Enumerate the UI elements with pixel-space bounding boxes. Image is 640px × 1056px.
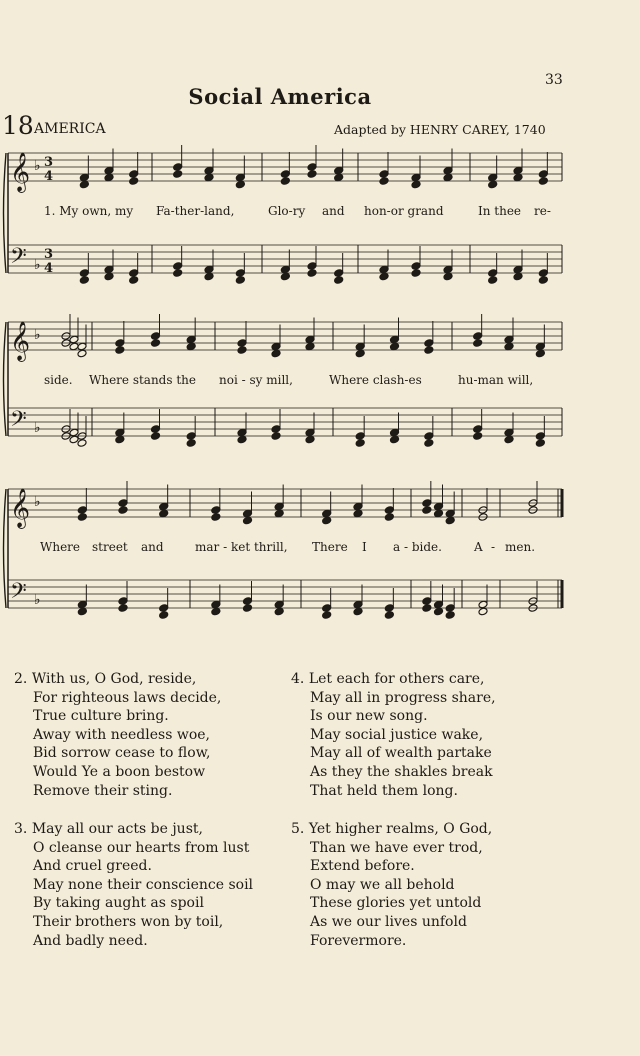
note-head <box>443 272 453 281</box>
note-head <box>118 597 128 606</box>
note-head <box>159 502 169 511</box>
bass-clef-icon: 𝄢 <box>10 407 27 437</box>
note-head <box>390 428 400 437</box>
verse-line: Forevermore. <box>310 932 407 949</box>
note-head <box>274 502 284 511</box>
note-head <box>77 607 87 616</box>
note-head <box>334 166 344 175</box>
note-head <box>538 170 548 179</box>
note-head <box>274 509 284 518</box>
verse-block <box>291 820 492 950</box>
bass-clef-icon: 𝄢 <box>10 244 27 274</box>
verse-line: Would Ye a boon bestow <box>33 763 206 780</box>
note-head <box>79 180 89 189</box>
note-head <box>504 428 514 437</box>
note-head <box>334 173 344 182</box>
note-head <box>513 265 523 274</box>
treble-clef-icon: 𝄞 <box>10 152 31 192</box>
note-head <box>274 600 284 609</box>
note-head <box>186 439 196 448</box>
verse-line: 3. May all our acts be just, <box>14 821 203 837</box>
note-head <box>488 269 498 278</box>
verse-block <box>14 820 253 950</box>
note-head <box>411 173 421 182</box>
note-head <box>271 342 281 351</box>
note-head <box>159 611 169 620</box>
verse-line: May all of wealth partake <box>310 745 492 762</box>
lyric-syllable: and <box>322 204 345 218</box>
note-head <box>151 432 161 441</box>
note-head <box>422 499 432 508</box>
note-head <box>77 513 87 522</box>
verse-line: As we our lives unfold <box>310 913 467 930</box>
note-head <box>445 604 455 613</box>
note-head <box>104 265 114 274</box>
note-head <box>473 339 483 348</box>
note-head <box>379 272 389 281</box>
note-head <box>211 607 221 616</box>
treble-clef-icon: 𝄞 <box>10 321 31 361</box>
note-head <box>353 607 363 616</box>
verse-line: Than we have ever trod, <box>310 839 483 856</box>
note-head <box>535 439 545 448</box>
verse-number: 4. <box>291 671 305 687</box>
bass-clef-icon: 𝄢 <box>10 579 27 609</box>
note-head <box>538 177 548 186</box>
note-head <box>204 173 214 182</box>
system-brace <box>4 153 7 273</box>
note-head <box>186 342 196 351</box>
note-head <box>151 425 161 434</box>
note-head <box>129 170 139 179</box>
note-head <box>104 166 114 175</box>
note-head <box>235 269 245 278</box>
note-head <box>271 349 281 358</box>
flat-sign-icon: ♭ <box>34 494 41 510</box>
verse-block <box>291 670 496 800</box>
note-head <box>424 432 434 441</box>
note-head <box>473 332 483 341</box>
note-head <box>488 180 498 189</box>
hymn-title: Social America <box>188 84 372 109</box>
flat-sign-icon: ♭ <box>34 257 41 273</box>
note-head <box>384 506 394 515</box>
note-head <box>104 272 114 281</box>
verse-line: O cleanse our hearts from lust <box>33 839 250 856</box>
note-head <box>186 432 196 441</box>
note-head <box>77 600 87 609</box>
lyric-syllable: Where clash-es <box>329 373 422 387</box>
note-head <box>151 332 161 341</box>
lyric-syllable: Where <box>40 540 81 554</box>
lyric-syllable: - <box>491 540 496 554</box>
flat-sign-icon: ♭ <box>34 327 41 343</box>
note-head <box>104 173 114 182</box>
note-head <box>280 265 290 274</box>
note-head <box>379 177 389 186</box>
note-head <box>79 276 89 285</box>
verse-line: And badly need. <box>33 932 148 949</box>
verse-line: Bid sorrow cease to flow, <box>33 745 211 762</box>
note-head <box>173 170 183 179</box>
note-head <box>353 509 363 518</box>
note-head <box>235 180 245 189</box>
note-head <box>355 342 365 351</box>
note-head <box>79 173 89 182</box>
note-head <box>322 604 332 613</box>
lyric-syllable: Glo-ry <box>268 204 306 218</box>
note-head <box>445 611 455 620</box>
note-head <box>443 166 453 175</box>
note-head <box>355 432 365 441</box>
page-number: 33 <box>545 72 563 88</box>
lyric-syllable: Fa-ther-land, <box>156 204 235 218</box>
note-head <box>434 600 444 609</box>
note-head <box>424 339 434 348</box>
note-head <box>305 335 315 344</box>
time-signature-icon: 3 <box>44 247 54 262</box>
treble-clef-icon: 𝄞 <box>10 488 31 528</box>
lyric-syllable: I <box>362 540 367 554</box>
time-signature-icon: 4 <box>44 169 54 184</box>
note-head <box>151 339 161 348</box>
note-head <box>204 265 214 274</box>
verse-line: May none their conscience soil <box>33 876 254 893</box>
flat-sign-icon: ♭ <box>34 592 41 608</box>
verse-line: 5. Yet higher realms, O God, <box>291 821 493 837</box>
note-head <box>115 346 125 355</box>
note-head <box>535 349 545 358</box>
verse-line: O may we all behold <box>310 876 455 893</box>
note-head <box>237 339 247 348</box>
lyric-syllable: re- <box>534 204 551 218</box>
verse-line: Remove their sting. <box>33 782 173 799</box>
note-head <box>445 509 455 518</box>
verse-line: That held them long. <box>310 782 458 799</box>
verse-line: May all in progress share, <box>310 689 496 706</box>
note-head <box>424 346 434 355</box>
note-head <box>115 435 125 444</box>
note-head <box>473 432 483 441</box>
note-head <box>504 335 514 344</box>
note-head <box>280 272 290 281</box>
note-head <box>115 428 125 437</box>
hymn-number: 18 <box>2 111 34 140</box>
verse-line: Extend before. <box>310 858 415 875</box>
note-head <box>237 428 247 437</box>
note-head <box>535 432 545 441</box>
note-head <box>274 607 284 616</box>
system-brace <box>4 322 7 436</box>
note-head <box>513 166 523 175</box>
note-head <box>305 342 315 351</box>
note-head <box>504 342 514 351</box>
note-head <box>443 265 453 274</box>
note-head <box>271 425 281 434</box>
verse-line: Away with needless woe, <box>33 726 211 743</box>
note-head <box>488 173 498 182</box>
lyric-syllable: a - bide. <box>393 540 442 554</box>
note-head <box>390 342 400 351</box>
note-head <box>77 439 87 448</box>
note-head <box>384 611 394 620</box>
note-head <box>445 516 455 525</box>
note-head <box>411 262 421 271</box>
note-head <box>235 173 245 182</box>
note-head <box>237 435 247 444</box>
note-head <box>186 335 196 344</box>
note-head <box>434 509 444 518</box>
note-head <box>478 600 488 609</box>
note-head <box>355 349 365 358</box>
lyric-syllable: In thee <box>478 204 522 218</box>
note-head <box>473 425 483 434</box>
note-head <box>353 600 363 609</box>
verse-line: As they the shakles break <box>310 763 493 780</box>
note-head <box>118 506 128 515</box>
lyric-syllable: side. <box>44 373 73 387</box>
note-head <box>307 170 317 179</box>
note-head <box>211 506 221 515</box>
note-head <box>159 604 169 613</box>
note-head <box>129 269 139 278</box>
note-head <box>159 509 169 518</box>
note-head <box>271 432 281 441</box>
verse-number: 5. <box>291 821 305 837</box>
lyric-syllable: A <box>474 540 483 554</box>
note-head <box>322 611 332 620</box>
note-head <box>129 276 139 285</box>
verse-line: Their brothers won by toil, <box>33 913 224 930</box>
note-head <box>307 269 317 278</box>
note-head <box>513 272 523 281</box>
note-head <box>307 262 317 271</box>
time-signature-icon: 3 <box>44 155 54 170</box>
note-head <box>384 513 394 522</box>
note-head <box>235 276 245 285</box>
note-head <box>118 604 128 613</box>
verse-line: Is our new song. <box>310 708 428 725</box>
note-head <box>305 428 315 437</box>
flat-sign-icon: ♭ <box>34 420 41 436</box>
system-brace <box>4 489 7 608</box>
note-head <box>237 346 247 355</box>
note-head <box>280 170 290 179</box>
note-head <box>411 180 421 189</box>
verse-number: 2. <box>14 671 28 687</box>
verse-line: True culture bring. <box>33 708 169 725</box>
verse-line: And cruel greed. <box>33 858 152 875</box>
note-head <box>115 339 125 348</box>
verse-line: May social justice wake, <box>310 726 484 743</box>
verse-line: 4. Let each for others care, <box>291 671 485 687</box>
time-signature-icon: 4 <box>44 261 54 276</box>
note-head <box>334 269 344 278</box>
lyric-syllable: hu-man will, <box>458 373 534 387</box>
note-head <box>411 269 421 278</box>
note-head <box>118 499 128 508</box>
lyric-syllable: 1. My own, my <box>44 204 134 218</box>
lyric-syllable: men. <box>505 540 536 554</box>
note-head <box>243 516 253 525</box>
note-head <box>355 439 365 448</box>
note-head <box>379 265 389 274</box>
note-head <box>390 435 400 444</box>
note-head <box>422 597 432 606</box>
note-head <box>280 177 290 186</box>
note-head <box>488 276 498 285</box>
verse-line: For righteous laws decide, <box>33 689 222 706</box>
flat-sign-icon: ♭ <box>34 158 41 174</box>
note-head <box>434 607 444 616</box>
note-head <box>379 170 389 179</box>
note-head <box>173 163 183 172</box>
tune-name: AMERICA <box>34 121 106 137</box>
note-head <box>173 262 183 271</box>
note-head <box>243 509 253 518</box>
note-head <box>307 163 317 172</box>
note-head <box>77 349 87 358</box>
note-head <box>422 506 432 515</box>
note-head <box>204 166 214 175</box>
note-head <box>384 604 394 613</box>
lyric-syllable: Where stands the <box>89 373 196 387</box>
note-head <box>243 597 253 606</box>
note-head <box>422 604 432 613</box>
note-head <box>535 342 545 351</box>
note-head <box>390 335 400 344</box>
verse-line: These glories yet untold <box>310 895 482 912</box>
note-head <box>204 272 214 281</box>
note-head <box>478 607 488 616</box>
note-head <box>305 435 315 444</box>
note-head <box>211 600 221 609</box>
note-head <box>211 513 221 522</box>
verse-block <box>14 670 221 800</box>
note-head <box>538 269 548 278</box>
lyric-syllable: There <box>312 540 348 554</box>
note-head <box>443 173 453 182</box>
note-head <box>69 428 79 437</box>
note-head <box>243 604 253 613</box>
note-head <box>129 177 139 186</box>
note-head <box>322 509 332 518</box>
note-head <box>69 335 79 344</box>
note-head <box>79 269 89 278</box>
note-head <box>334 276 344 285</box>
note-head <box>353 502 363 511</box>
note-head <box>538 276 548 285</box>
verse-number: 3. <box>14 821 28 837</box>
lyric-syllable: noi - sy mill, <box>219 373 293 387</box>
note-head <box>434 502 444 511</box>
composer-credit: Adapted by HENRY CAREY, 1740 <box>334 122 546 137</box>
note-head <box>77 506 87 515</box>
lyric-syllable: and <box>141 540 164 554</box>
note-head <box>513 173 523 182</box>
lyric-syllable: street <box>92 540 128 554</box>
note-head <box>173 269 183 278</box>
note-head <box>424 439 434 448</box>
note-head <box>504 435 514 444</box>
verse-line: By taking aught as spoil <box>33 895 204 912</box>
verse-line: 2. With us, O God, reside, <box>14 671 197 687</box>
lyric-syllable: mar - ket thrill, <box>195 540 288 554</box>
note-head <box>322 516 332 525</box>
lyric-syllable: hon-or grand <box>364 204 444 218</box>
